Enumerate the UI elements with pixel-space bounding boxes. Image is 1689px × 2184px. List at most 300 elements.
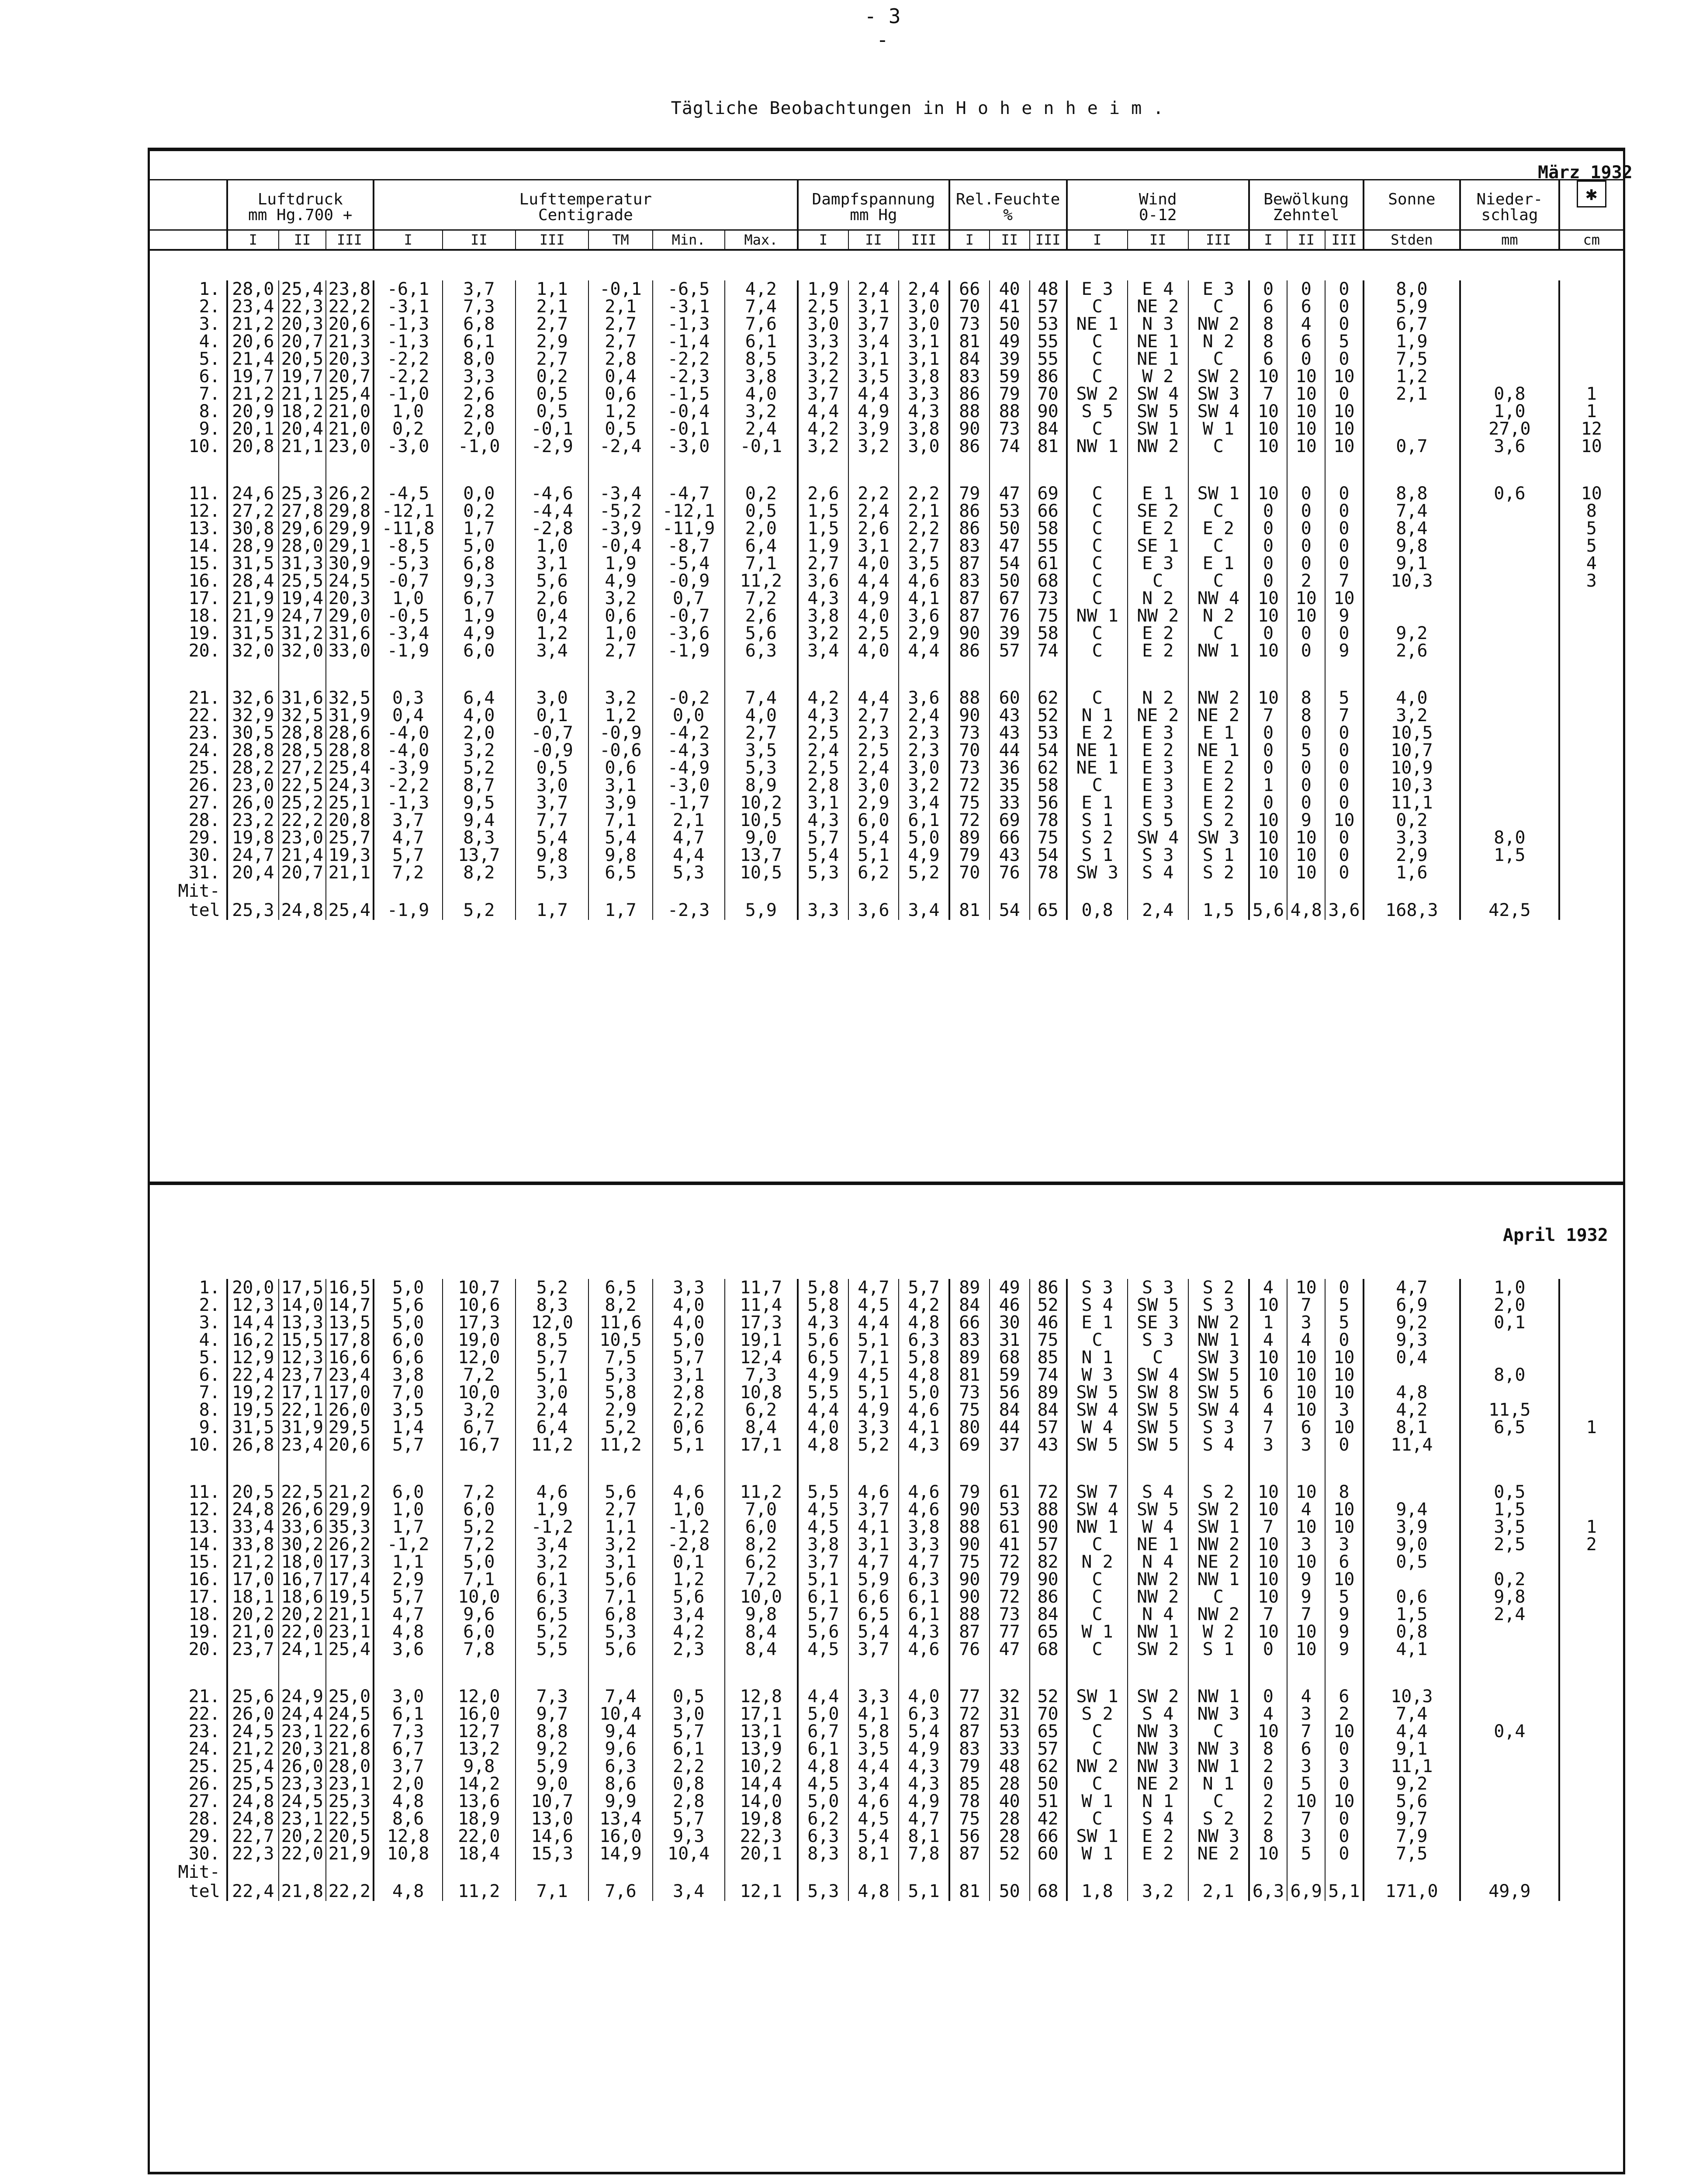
value-cell: 6,1: [798, 1588, 848, 1606]
value-cell: 73: [990, 1606, 1030, 1623]
value-cell: 32,5: [279, 707, 326, 724]
value-cell: 5,1: [848, 1331, 899, 1349]
spacer-cell: [798, 660, 848, 689]
value-cell: W 1: [1067, 1845, 1128, 1863]
value-cell: 10: [1249, 1571, 1287, 1588]
value-cell: 5,0: [374, 1314, 443, 1331]
value-cell: 2,6: [443, 385, 516, 403]
value-cell: SW 1: [1128, 420, 1188, 438]
value-cell: 26,2: [326, 485, 373, 502]
value-cell: 10: [1325, 812, 1363, 829]
page-title: Tägliche Beobachtungen in H o h e n h e i m .: [671, 98, 1164, 118]
mittel-values-row: [150, 1882, 1623, 1901]
value-cell: 43: [990, 707, 1030, 724]
day-cell: 21.: [188, 689, 220, 707]
value-cell: [1460, 1436, 1559, 1454]
value-cell: 6,3: [798, 1828, 848, 1845]
value-cell: 3,0: [516, 1384, 588, 1401]
value-cell: [1559, 1588, 1623, 1606]
subheader-cell: III: [899, 230, 949, 250]
value-cell: 23,8: [326, 280, 373, 298]
value-cell: 84: [1030, 420, 1067, 438]
value-cell: 3,5: [725, 742, 798, 759]
value-cell: [1559, 333, 1623, 350]
value-cell: 77: [949, 1688, 990, 1705]
value-cell: 5,7: [374, 847, 443, 864]
value-cell: 85: [1030, 1349, 1067, 1366]
spacer-cell: [1287, 881, 1325, 901]
spacer-cell: [725, 1658, 798, 1688]
value-cell: 5,6: [1364, 1793, 1461, 1810]
value-cell: 0,0: [443, 485, 516, 502]
value-cell: -3,1: [374, 298, 443, 315]
value-cell: 75: [949, 1810, 990, 1828]
value-cell: 5,4: [899, 1723, 949, 1740]
header-luftdruck: Luftdruck: [227, 180, 374, 208]
value-cell: 4,6: [899, 1483, 949, 1501]
spacer-cell: [326, 455, 373, 485]
value-cell: C: [1067, 590, 1128, 607]
value-cell: 1,0: [1460, 403, 1559, 420]
table-row: [150, 520, 1623, 537]
table-row: [150, 1588, 1623, 1606]
value-cell: 13,3: [279, 1314, 326, 1331]
value-cell: 28,9: [227, 537, 279, 555]
value-cell: -1,2: [374, 1536, 443, 1553]
value-cell: 0: [1249, 742, 1287, 759]
value-cell: 5,3: [725, 759, 798, 777]
value-cell: 4,0: [798, 1419, 848, 1436]
value-cell: S 4: [1128, 864, 1188, 881]
snowflake-icon: ✱: [1577, 180, 1606, 207]
table-row: [150, 438, 1623, 455]
value-cell: 9,3: [1364, 1331, 1461, 1349]
value-cell: SW 4: [1128, 385, 1188, 403]
value-cell: 24,5: [279, 1793, 326, 1810]
value-cell: 3,3: [798, 333, 848, 350]
mittel-value: 6,3: [1249, 1882, 1287, 1901]
mittel-value: 3,4: [653, 1882, 725, 1901]
value-cell: 43: [990, 724, 1030, 742]
value-cell: 2,9: [899, 625, 949, 642]
value-cell: 4,8: [899, 1314, 949, 1331]
value-cell: 9: [1325, 1623, 1363, 1641]
value-cell: NE 1: [1128, 333, 1188, 350]
value-cell: 8,3: [516, 1296, 588, 1314]
value-cell: 51: [1030, 1793, 1067, 1810]
value-cell: 66: [990, 829, 1030, 847]
value-cell: 2,1: [1364, 385, 1461, 403]
value-cell: 3,5: [848, 368, 899, 385]
value-cell: 30,9: [326, 555, 373, 572]
value-cell: 17,8: [326, 1331, 373, 1349]
value-cell: 87: [949, 607, 990, 625]
value-cell: 9,8: [516, 847, 588, 864]
value-cell: S 2: [1067, 829, 1128, 847]
value-cell: [1559, 1366, 1623, 1384]
value-cell: NE 1: [1128, 1536, 1188, 1553]
value-cell: 9,5: [443, 794, 516, 812]
spacer-cell: [374, 881, 443, 901]
value-cell: 7,4: [588, 1688, 652, 1705]
table-row: [150, 555, 1623, 572]
spacer-cell: [1287, 660, 1325, 689]
value-cell: 3,2: [798, 368, 848, 385]
value-cell: -4,6: [516, 485, 588, 502]
value-cell: 8,6: [374, 1810, 443, 1828]
value-cell: 1: [1559, 1518, 1623, 1536]
value-cell: SW 2: [1188, 368, 1249, 385]
value-cell: NW 3: [1188, 1828, 1249, 1845]
value-cell: 70: [949, 742, 990, 759]
value-cell: 31,9: [326, 707, 373, 724]
value-cell: 23,2: [227, 812, 279, 829]
value-cell: 5,6: [798, 1623, 848, 1641]
value-cell: 5,4: [516, 829, 588, 847]
value-cell: 0: [1287, 485, 1325, 502]
spacer-cell: [443, 1454, 516, 1483]
spacer-cell: [1128, 455, 1188, 485]
value-cell: 22,7: [227, 1828, 279, 1845]
value-cell: C: [1067, 350, 1128, 368]
value-cell: 4,5: [798, 1501, 848, 1518]
table-row: [150, 742, 1623, 759]
value-cell: 28,0: [326, 1758, 373, 1775]
mittel-label: tel: [188, 901, 220, 920]
value-cell: -4,0: [374, 724, 443, 742]
value-cell: 5,1: [653, 1436, 725, 1454]
value-cell: N 4: [1128, 1553, 1188, 1571]
value-cell: 26,0: [227, 794, 279, 812]
value-cell: -0,9: [653, 572, 725, 590]
value-cell: 0: [1287, 280, 1325, 298]
spacer-cell: [279, 1658, 326, 1688]
value-cell: 9,4: [1364, 1501, 1461, 1518]
header-row-units: [150, 207, 1623, 230]
value-cell: 10: [1249, 1588, 1287, 1606]
value-cell: 4,8: [1364, 1384, 1461, 1401]
value-cell: E 2: [1067, 724, 1128, 742]
value-cell: 2,7: [588, 1501, 652, 1518]
value-cell: 73: [949, 315, 990, 333]
value-cell: 16,6: [326, 1349, 373, 1366]
value-cell: 4,9: [899, 1740, 949, 1758]
value-cell: 67: [990, 590, 1030, 607]
spacer-cell: [949, 1454, 990, 1483]
value-cell: 0: [1325, 1810, 1363, 1828]
value-cell: -0,5: [374, 607, 443, 625]
value-cell: 3,1: [848, 298, 899, 315]
value-cell: 22,0: [279, 1623, 326, 1641]
value-cell: [1559, 1828, 1623, 1845]
spacer-cell: [588, 455, 652, 485]
value-cell: 4,4: [848, 572, 899, 590]
value-cell: 8,0: [1364, 280, 1461, 298]
value-cell: 0,4: [374, 707, 443, 724]
value-cell: 65: [1030, 1723, 1067, 1740]
value-cell: 25,4: [326, 1641, 373, 1658]
spacer-cell: [1030, 881, 1067, 901]
value-cell: 3,8: [374, 1366, 443, 1384]
value-cell: 80: [949, 1419, 990, 1436]
spacer-cell: [279, 660, 326, 689]
value-cell: 5,7: [374, 1588, 443, 1606]
value-cell: 7,5: [1364, 1845, 1461, 1863]
value-cell: 33,4: [227, 1518, 279, 1536]
value-cell: 47: [990, 1641, 1030, 1658]
value-cell: 7,0: [725, 1501, 798, 1518]
value-cell: 2,5: [798, 298, 848, 315]
value-cell: 3,1: [848, 350, 899, 368]
value-cell: 28,0: [227, 280, 279, 298]
value-cell: -8,7: [653, 537, 725, 555]
value-cell: 44: [990, 1419, 1030, 1436]
mittel-value: [1559, 1882, 1623, 1901]
spacer-cell: [516, 660, 588, 689]
day-cell: 3.: [199, 315, 220, 333]
value-cell: W 1: [1188, 420, 1249, 438]
value-cell: -1,3: [374, 794, 443, 812]
table-row: [150, 642, 1623, 660]
value-cell: SW 2: [1128, 1688, 1188, 1705]
mittel-value: 68: [1030, 1882, 1067, 1901]
spacer-cell: [1128, 1658, 1188, 1688]
value-cell: 10: [1249, 420, 1287, 438]
value-cell: 0: [1325, 298, 1363, 315]
value-cell: 2,4: [848, 502, 899, 520]
value-cell: 9,0: [516, 1775, 588, 1793]
value-cell: 22,5: [326, 1810, 373, 1828]
value-cell: SW 5: [1128, 1436, 1188, 1454]
mittel-value: 42,5: [1460, 901, 1559, 920]
spacer-row: [150, 1658, 1623, 1688]
value-cell: 2,7: [588, 642, 652, 660]
value-cell: 4,3: [798, 590, 848, 607]
value-cell: 5,2: [588, 1419, 652, 1436]
value-cell: C: [1067, 1740, 1128, 1758]
value-cell: 6,1: [725, 333, 798, 350]
value-cell: 56: [949, 1828, 990, 1845]
value-cell: NW 2: [1067, 1758, 1128, 1775]
value-cell: 5,2: [443, 1518, 516, 1536]
day-cell: 19.: [188, 1623, 220, 1641]
value-cell: 0,4: [588, 368, 652, 385]
value-cell: 1,0: [1460, 1279, 1559, 1296]
value-cell: 8,0: [1460, 1366, 1559, 1384]
value-cell: 2,6: [848, 520, 899, 537]
value-cell: 20,5: [227, 1483, 279, 1501]
value-cell: [1460, 642, 1559, 660]
value-cell: 10: [1287, 1349, 1325, 1366]
value-cell: -0,1: [653, 420, 725, 438]
day-cell: 12.: [188, 502, 220, 520]
value-cell: 5,0: [899, 1384, 949, 1401]
value-cell: 10: [1287, 438, 1325, 455]
value-cell: [1559, 1314, 1623, 1331]
value-cell: 0: [1249, 625, 1287, 642]
value-cell: 2,5: [1460, 1536, 1559, 1553]
value-cell: 21,4: [227, 350, 279, 368]
value-cell: 0,4: [516, 607, 588, 625]
value-cell: 75: [949, 1553, 990, 1571]
value-cell: NE 1: [1067, 759, 1128, 777]
value-cell: 10: [1287, 403, 1325, 420]
value-cell: 28,6: [326, 724, 373, 742]
value-cell: 8: [1249, 333, 1287, 350]
value-cell: 10: [1249, 1483, 1287, 1501]
value-cell: 1,0: [588, 625, 652, 642]
value-cell: 75: [949, 794, 990, 812]
value-cell: -3,1: [653, 298, 725, 315]
value-cell: 3,2: [798, 625, 848, 642]
value-cell: 2: [1559, 1536, 1623, 1553]
value-cell: 4,6: [848, 1793, 899, 1810]
value-cell: 50: [990, 315, 1030, 333]
mittel-value: 1,8: [1067, 1882, 1128, 1901]
table-row: [150, 607, 1623, 625]
value-cell: 5,7: [653, 1349, 725, 1366]
value-cell: 21,1: [326, 1606, 373, 1623]
value-cell: 56: [990, 1384, 1030, 1401]
value-cell: 10: [1325, 1723, 1363, 1740]
value-cell: 6,3: [516, 1588, 588, 1606]
value-cell: S 3: [1067, 1279, 1128, 1296]
value-cell: [1559, 1641, 1623, 1658]
mittel-label: Mit-: [178, 1863, 220, 1882]
table-row: [150, 385, 1623, 403]
value-cell: 6: [1325, 1553, 1363, 1571]
value-cell: 50: [990, 520, 1030, 537]
value-cell: 4,9: [443, 625, 516, 642]
value-cell: 7,4: [1364, 1705, 1461, 1723]
value-cell: -5,4: [653, 555, 725, 572]
value-cell: 2,2: [848, 485, 899, 502]
value-cell: 10: [1287, 847, 1325, 864]
value-cell: 4: [1249, 1331, 1287, 1349]
value-cell: E 2: [1128, 1828, 1188, 1845]
value-cell: 5,0: [798, 1793, 848, 1810]
value-cell: 2,7: [848, 707, 899, 724]
value-cell: 5,2: [516, 1279, 588, 1296]
value-cell: 8,6: [588, 1775, 652, 1793]
value-cell: [1559, 1571, 1623, 1588]
value-cell: NW 1: [1188, 1571, 1249, 1588]
value-cell: 4,3: [899, 1436, 949, 1454]
day-cell: 29.: [188, 1828, 220, 1845]
value-cell: 10,7: [1364, 742, 1461, 759]
value-cell: 7: [1249, 385, 1287, 403]
spacer-cell: [516, 1863, 588, 1882]
spacer-cell: [1559, 1454, 1623, 1483]
value-cell: 23,0: [326, 438, 373, 455]
value-cell: 13,2: [443, 1740, 516, 1758]
value-cell: 6,3: [899, 1705, 949, 1723]
value-cell: 2,7: [516, 350, 588, 368]
header-dampf: Dampfspannung: [798, 180, 949, 208]
value-cell: 79: [949, 1758, 990, 1775]
page-number: - 3 -: [864, 4, 901, 52]
value-cell: 10,5: [725, 812, 798, 829]
value-cell: 57: [1030, 1740, 1067, 1758]
day-cell: 5.: [199, 350, 220, 368]
month-label-april: April 1932: [1503, 1225, 1608, 1245]
value-cell: 3,4: [899, 794, 949, 812]
value-cell: [1460, 1384, 1559, 1401]
value-cell: 0: [1287, 555, 1325, 572]
value-cell: 86: [949, 438, 990, 455]
spacer-cell: [949, 660, 990, 689]
value-cell: 24,3: [326, 777, 373, 794]
value-cell: 20,8: [227, 438, 279, 455]
value-cell: 5,7: [653, 1810, 725, 1828]
value-cell: 9,8: [1364, 537, 1461, 555]
value-cell: 22,0: [279, 1845, 326, 1863]
value-cell: 4,9: [899, 1793, 949, 1810]
value-cell: NE 2: [1128, 1775, 1188, 1793]
value-cell: E 2: [1188, 759, 1249, 777]
value-cell: 2: [1325, 1705, 1363, 1723]
value-cell: 7: [1325, 572, 1363, 590]
value-cell: 58: [1030, 520, 1067, 537]
value-cell: 7: [1287, 1723, 1325, 1740]
value-cell: -1,2: [653, 1518, 725, 1536]
value-cell: 8,5: [725, 350, 798, 368]
value-cell: 16,5: [326, 1279, 373, 1296]
value-cell: 29,9: [326, 1501, 373, 1518]
value-cell: 81: [949, 1366, 990, 1384]
table-row: [150, 847, 1623, 864]
value-cell: [1460, 590, 1559, 607]
value-cell: 1,1: [588, 1518, 652, 1536]
value-cell: 0: [1287, 724, 1325, 742]
value-cell: 10,6: [443, 1296, 516, 1314]
spacer-cell: [1128, 881, 1188, 901]
table-row: [150, 759, 1623, 777]
spacer-cell: [443, 660, 516, 689]
value-cell: 79: [949, 1483, 990, 1501]
value-cell: -0,9: [588, 724, 652, 742]
value-cell: W 3: [1067, 1366, 1128, 1384]
value-cell: [1460, 1775, 1559, 1793]
value-cell: SW 5: [1128, 1419, 1188, 1436]
value-cell: NW 1: [1067, 1518, 1128, 1536]
value-cell: 79: [990, 385, 1030, 403]
mittel-value: 168,3: [1364, 901, 1461, 920]
spacer-cell: [1325, 455, 1363, 485]
value-cell: -0,7: [374, 572, 443, 590]
value-cell: 22,5: [279, 1483, 326, 1501]
value-cell: 25,0: [326, 1688, 373, 1705]
value-cell: [1559, 315, 1623, 333]
spacer-cell: [1364, 660, 1461, 689]
value-cell: SW 4: [1188, 1401, 1249, 1419]
spacer-cell: [1030, 1863, 1067, 1882]
value-cell: 90: [949, 420, 990, 438]
value-cell: [1559, 1758, 1623, 1775]
value-cell: S 3: [1188, 1419, 1249, 1436]
value-cell: [1559, 1606, 1623, 1623]
value-cell: 0: [1325, 1436, 1363, 1454]
value-cell: 83: [949, 1331, 990, 1349]
value-cell: 2,9: [516, 333, 588, 350]
value-cell: 17,3: [326, 1553, 373, 1571]
value-cell: 7: [1287, 1810, 1325, 1828]
value-cell: [1460, 742, 1559, 759]
value-cell: 11,2: [725, 572, 798, 590]
value-cell: 20,6: [227, 333, 279, 350]
value-cell: [1559, 1688, 1623, 1705]
value-cell: -0,6: [588, 742, 652, 759]
